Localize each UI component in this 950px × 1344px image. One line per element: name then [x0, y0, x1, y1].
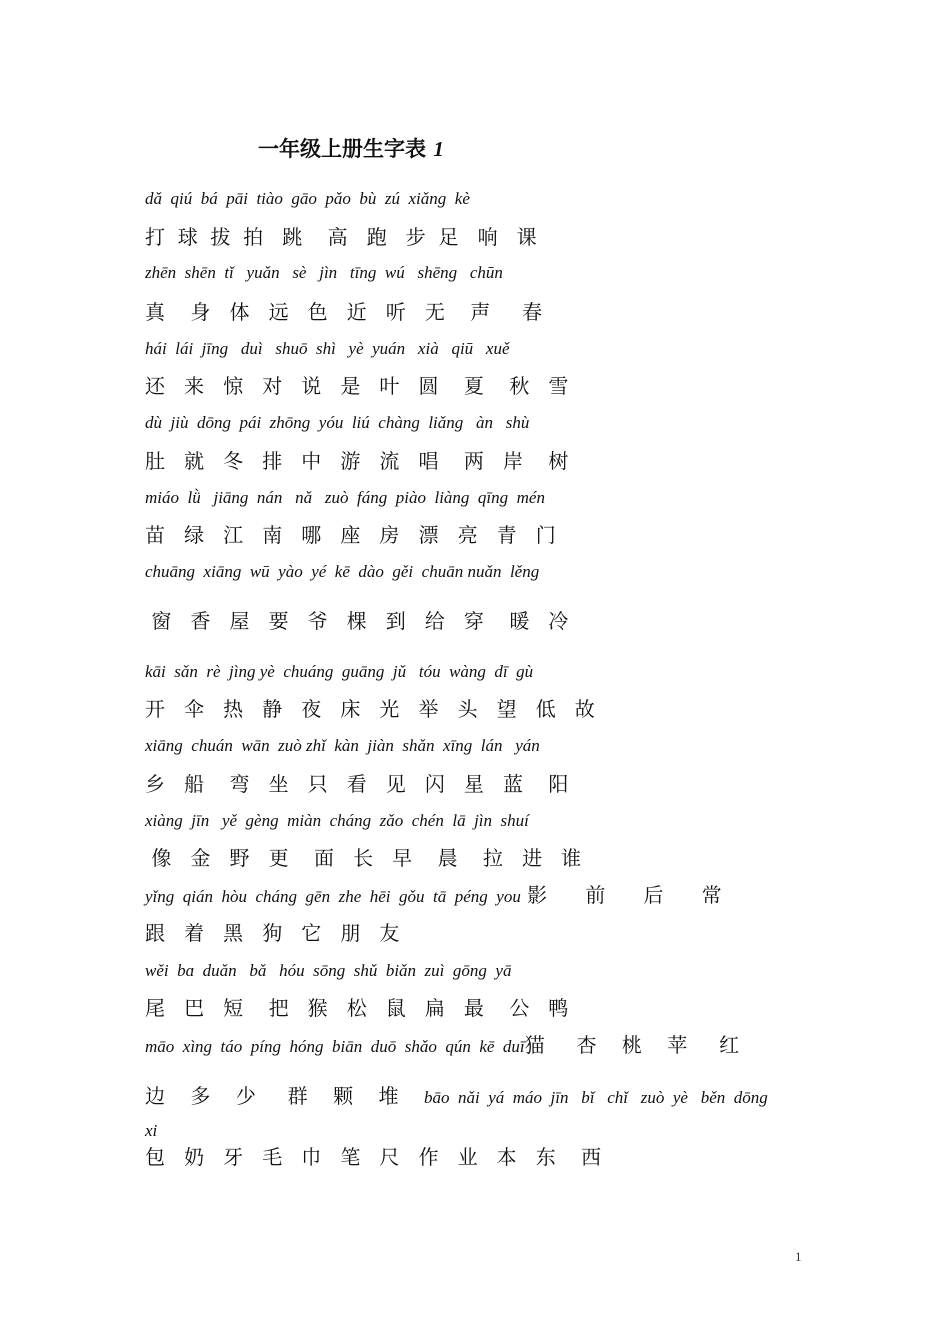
hanzi-line-2: 真 身 体 远 色 近 听 无 声 春 [145, 300, 543, 324]
pinyin-line-13-wrap: xi [145, 1121, 158, 1140]
pinyin-line-12: māo xìng táo píng hóng biān duō shǎo qún kē duī [145, 1037, 525, 1056]
pinyin-line-7: kāi sǎn rè jìng yè chuáng guāng jǔ tóu wàng dī gù [145, 662, 534, 681]
page-number: 1 [795, 1249, 802, 1264]
pinyin-line-11: wěi bɑ duǎn bǎ hóu sōng shǔ biǎn zuì gōng yā [145, 961, 512, 980]
hanzi-line-13: 包 奶 牙 毛 巾 笔 尺 作 业 本 东 西 [145, 1145, 602, 1169]
pinyin-line-9: xiàng jīn yě gèng miàn cháng zǎo chén lā jìn shuí [145, 811, 529, 830]
hanzi-line-8: 乡 船 弯 坐 只 看 见 闪 星 蓝 阳 [145, 772, 569, 796]
hanzi-line-12b: 边 多 少 群 颗 堆 [145, 1084, 399, 1108]
hanzi-line-1: 打 球 拔 拍 跳 高 跑 步 足 响 课 [145, 225, 537, 249]
pinyin-line-3: hái lái jīng duì shuō shì yè yuán xià qiū xuě [145, 339, 510, 358]
pinyin-line-4: dù jiù dōng pái zhōng yóu liú chàng liǎng àn shù [145, 413, 530, 432]
hanzi-line-11: 尾 巴 短 把 猴 松 鼠 扁 最 公 鸭 [145, 996, 569, 1020]
title-text: 一年级上册生字表 [258, 137, 426, 161]
hanzi-line-12a: 猫 杏 桃 苹 红 [524, 1033, 740, 1057]
page-title [258, 133, 558, 165]
pinyin-line-6: chuāng xiāng wū yào yé kē dào gěi chuān nuǎn lěng [145, 562, 540, 581]
mixed-line-10 [145, 881, 835, 909]
title-number: 1 [433, 137, 444, 161]
hanzi-line-6: 窗 香 屋 要 爷 棵 到 给 穿 暖 冷 [145, 609, 569, 633]
hanzi-line-10b: 跟 着 黑 狗 它 朋 友 [145, 921, 400, 945]
pinyin-line-2: zhēn shēn tǐ yuǎn sè jìn tīng wú shēng chūn [145, 263, 503, 282]
pinyin-line-10: yǐng qián hòu cháng gēn zhe hēi gǒu tā péng you [145, 887, 521, 906]
pinyin-line-8: xiāng chuán wān zuò zhǐ kàn jiàn shǎn xīng lán yán [145, 736, 540, 755]
hanzi-line-10a: 影 前 后 常 [520, 883, 722, 907]
pinyin-line-1: dǎ qiú bá pāi tiào gāo pǎo bù zú xiǎng kè [145, 189, 470, 208]
hanzi-line-7: 开 伞 热 静 夜 床 光 举 头 望 低 故 [145, 697, 595, 721]
hanzi-line-3: 还 来 惊 对 说 是 叶 圆 夏 秋 雪 [145, 374, 569, 398]
hanzi-line-4: 肚 就 冬 排 中 游 流 唱 两 岸 树 [145, 449, 569, 473]
mixed-line-13 [145, 1080, 835, 1112]
hanzi-line-5: 苗 绿 江 南 哪 座 房 漂 亮 青 门 [145, 523, 556, 547]
mixed-line-12 [145, 1031, 835, 1059]
pinyin-line-5: miáo lǜ jiāng nán nǎ zuò fáng piào liàng qīng mén [145, 488, 545, 507]
pinyin-line-13: bāo nǎi yá máo jīn bǐ chǐ zuò yè běn dōng [398, 1088, 768, 1107]
hanzi-line-9: 像 金 野 更 面 长 早 晨 拉 进 谁 [145, 846, 582, 870]
